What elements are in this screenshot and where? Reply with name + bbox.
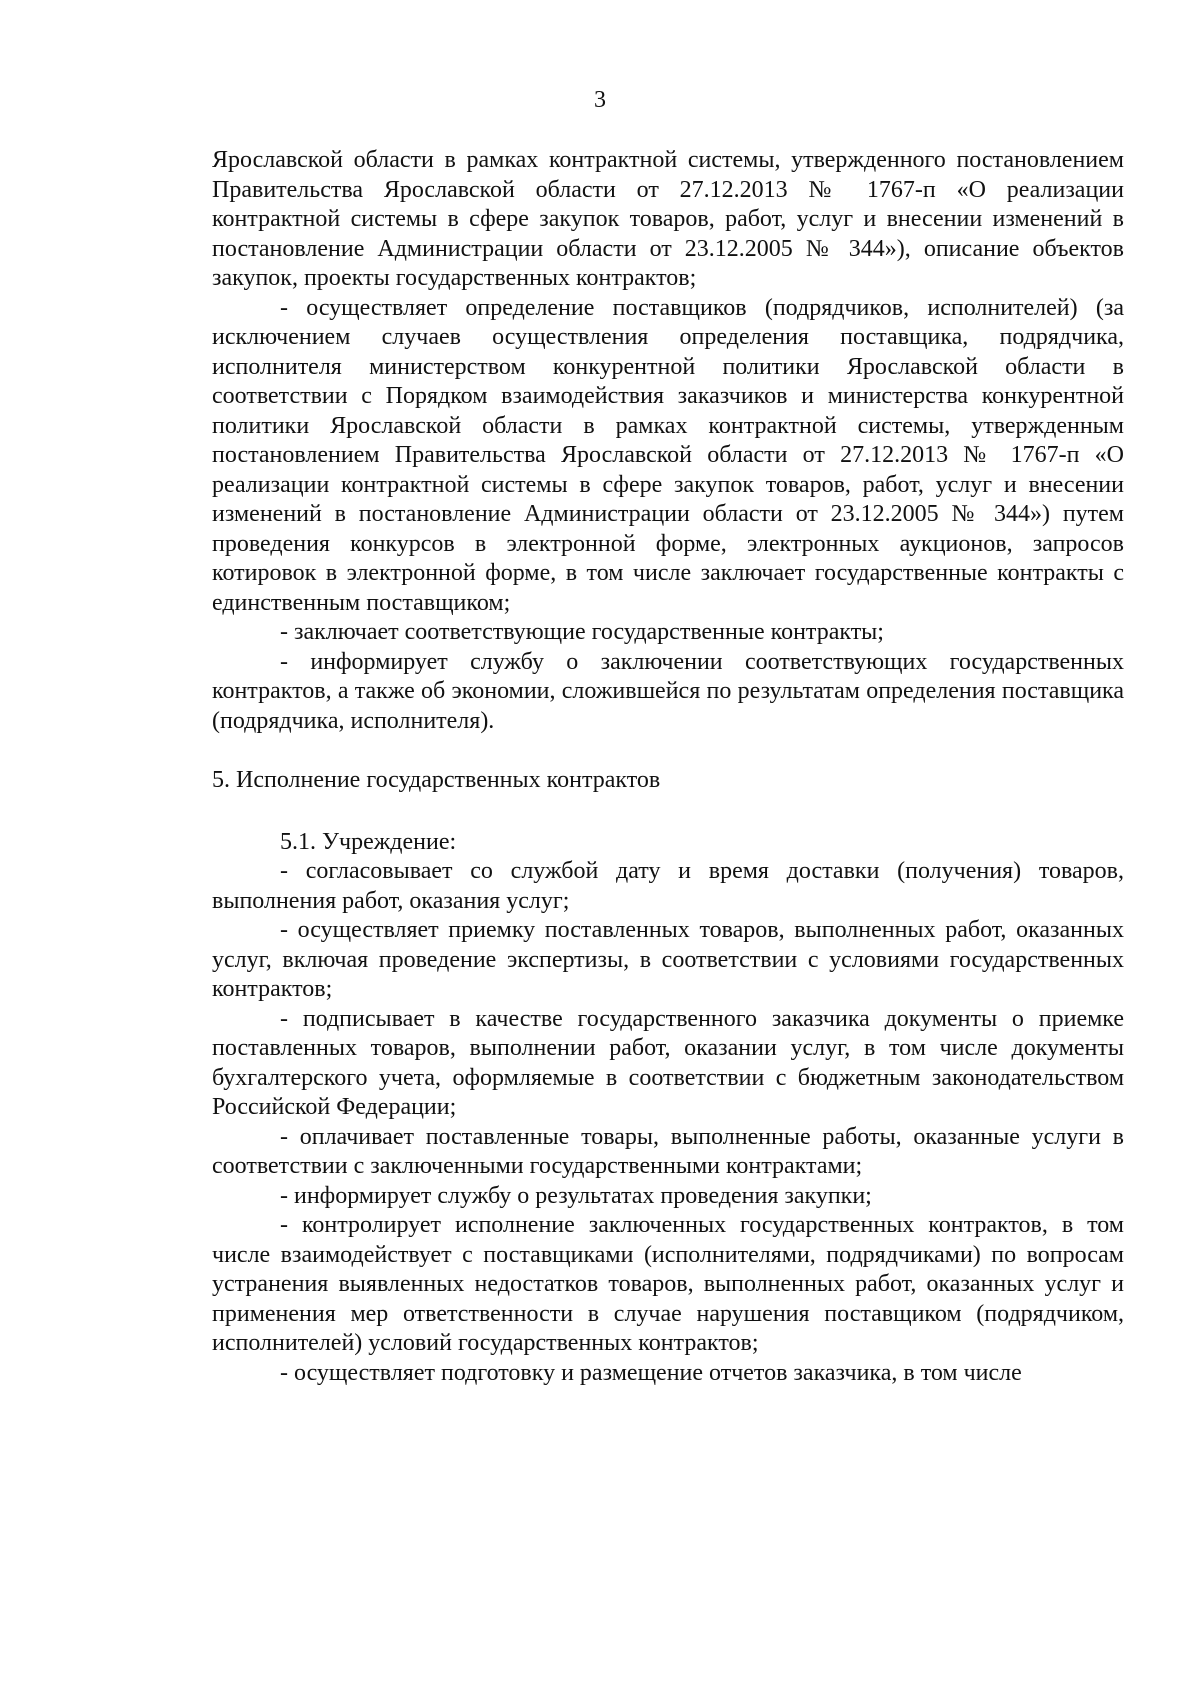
clause-title: 5.1. Учреждение:	[280, 828, 457, 855]
paragraph: - осуществляет подготовку и размещение отчетов заказчика, в том числе	[280, 1359, 1022, 1386]
paragraph: Ярославской области в рамках контрактной системы, утвержденного постановлением Правительства Ярославской области от 27.12.2013 № 1767-п «О реализации контрактной системы в сфере закупок товаров, работ, услуг и внесении изменений в постановление Администрации области от 23.12.2005 № 344»), описание объектов закупок, проекты государственных контрактов;	[212, 147, 1124, 291]
paragraph: - согласовывает со службой дату и время доставки (получения) товаров, выполнения работ, оказания услуг;	[212, 858, 1124, 914]
paragraph: - информирует службу о заключении соответствующих государственных контрактов, а также об экономии, сложившейся по результатам определения поставщика (подрядчика, исполнителя).	[212, 648, 1124, 734]
paragraph: - заключает соответствующие государственные контракты;	[280, 619, 884, 645]
paragraph: - подписывает в качестве государственного заказчика документы о приемке поставленных товаров, выполнении работ, оказании услуг, в том числе документы бухгалтерского учета, оформляемые в соответствии с бюджетным законодательством Российской Федерации;	[212, 1005, 1124, 1120]
page-number: 3	[594, 87, 606, 113]
paragraph: - осуществляет приемку поставленных товаров, выполненных работ, оказанных услуг, включая проведение экспертизы, в соответствии с условиями государственных контрактов;	[212, 917, 1124, 1002]
paragraph: - осуществляет определение поставщиков (подрядчиков, исполнителей) (за исключением случаев осуществления определения поставщика, подрядчика, исполнителя министерством конкурентной политики Ярославской области в соответствии с Порядком взаимодействия заказчиков и министерства конкурентной политики Ярославской области в рамках контрактной системы, утвержденным постановлением Правительства Ярославской области от 27.12.2013 № 1767-п «О реализации контрактной системы в сфере закупок товаров, работ, услуг и внесении изменений в постановление Администрации области от 23.12.2005 № 344») путем проведения конкурсов в электронной форме, электронных аукционов, запросов котировок в электронной форме, в том числе заключает государственные контракты с единственным поставщиком;	[212, 294, 1124, 616]
paragraph: - контролирует исполнение заключенных государственных контрактов, в том числе взаимодействует с поставщиками (исполнителями, подрядчиками) по вопросам устранения выявленных недостатков товаров, выполненных работ, оказанных услуг и применения мер ответственности в случае нарушения поставщиком (подрядчиком, исполнителей) условий государственных контрактов;	[212, 1212, 1124, 1356]
page-body	[212, 146, 1124, 1388]
paragraph: - оплачивает поставленные товары, выполненные работы, оказанные услуги в соответствии с заключенными государственными контрактами;	[212, 1123, 1124, 1179]
paragraph: - информирует службу о результатах проведения закупки;	[280, 1182, 872, 1209]
section-heading: 5. Исполнение государственных контрактов	[212, 767, 661, 793]
